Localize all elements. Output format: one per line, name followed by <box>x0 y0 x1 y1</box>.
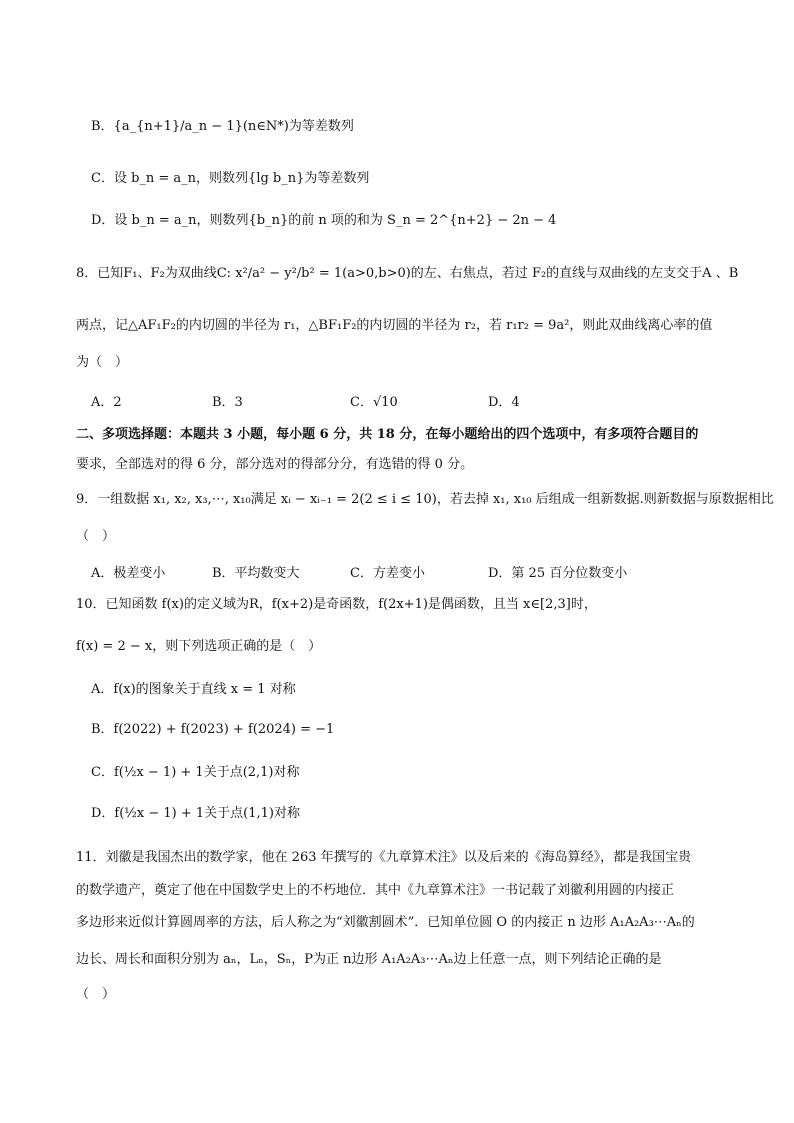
q8-option-c: C．√10 <box>350 395 398 410</box>
q8-line-2: 两点，记△AF₁F₂的内切圆的半径为 r₁，△BF₁F₂的内切圆的半径为 r₂，若 r₁r₂ = 9a²，则此双曲线离心率的值 <box>76 318 713 333</box>
q10-option-c: C．f(½x − 1) + 1关于点(2,1)对称 <box>91 765 300 780</box>
q8-option-b: B．3 <box>212 395 243 410</box>
q11-line-3: 多边形来近似计算圆周率的方法，后人称之为“刘徽割圆术”．已知单位圆 O 的内接正 n 边形 A₁A₂A₃⋯Aₙ的 <box>76 915 695 930</box>
q7-option-b: B．{a_{n+1}/a_n − 1}(n∈N*)为等差数列 <box>91 119 354 134</box>
q10-option-b: B．f(2022) + f(2023) + f(2024) = −1 <box>91 722 335 737</box>
q8-option-d: D．4 <box>488 395 520 410</box>
q10-line-1: 10．已知函数 f(x)的定义域为R，f(x+2)是奇函数，f(2x+1)是偶函数，且当 x∈[2,3]时， <box>76 597 597 612</box>
q10-line-2: f(x) = 2 − x，则下列选项正确的是（ ） <box>76 639 322 654</box>
q7-option-d: D．设 b_n = a_n，则数列{b_n}的前 n 项的和为 S_n = 2^{n+2} − 2n − 4 <box>91 213 557 228</box>
q10-option-a: A．f(x)的图象关于直线 x = 1 对称 <box>91 682 296 697</box>
q11-line-5: （ ） <box>76 987 116 1002</box>
q10-option-d: D．f(½x − 1) + 1关于点(1,1)对称 <box>91 806 300 821</box>
q9-line-2: （ ） <box>76 529 116 544</box>
q9-option-b: B．平均数变大 <box>212 566 300 581</box>
q11-line-1: 11．刘徽是我国杰出的数学家，他在 263 年撰写的《九章算术注》以及后来的《海岛算经》，都是我国宝贵 <box>76 850 692 865</box>
q8-line-3: 为（ ） <box>76 355 129 370</box>
q9-option-c: C．方差变小 <box>350 566 425 581</box>
q11-line-2: 的数学遗产，奠定了他在中国数学史上的不朽地位．其中《九章算术注》一书记载了刘徽利用圆的内接正 <box>76 883 675 898</box>
q11-line-4: 边长、周长和面积分别为 aₙ，Lₙ，Sₙ，P为正 n边形 A₁A₂A₃⋯Aₙ边上任意一点，则下列结论正确的是 <box>76 952 662 967</box>
q7-option-c: C．设 b_n = a_n，则数列{lg b_n}为等差数列 <box>91 171 370 186</box>
section-2-instructions-line-2: 要求，全部选对的得 6 分，部分选对的得部分分，有选错的得 0 分。 <box>76 457 474 472</box>
section-2-instructions-line-1: 二、多项选择题：本题共 3 小题，每小题 6 分，共 18 分，在每小题给出的四个选项中，有多项符合题目的 <box>76 427 699 442</box>
q9-line-1: 9．一组数据 x₁, x₂, x₃,⋯, x₁₀满足 xᵢ − xᵢ₋₁ = 2(2 ≤ i ≤ 10)，若去掉 x₁, x₁₀ 后组成一组新数据.则新数据与原数据相比 <box>76 492 774 507</box>
q8-option-a: A．2 <box>91 395 122 410</box>
q9-option-a: A．极差变小 <box>91 566 166 581</box>
q9-option-d: D．第 25 百分位数变小 <box>488 566 628 581</box>
q8-line-1: 8．已知F₁、F₂为双曲线C: x²/a² − y²/b² = 1(a>0,b>0)的左、右焦点，若过 F₂的直线与双曲线的左支交于A 、B <box>76 266 739 281</box>
